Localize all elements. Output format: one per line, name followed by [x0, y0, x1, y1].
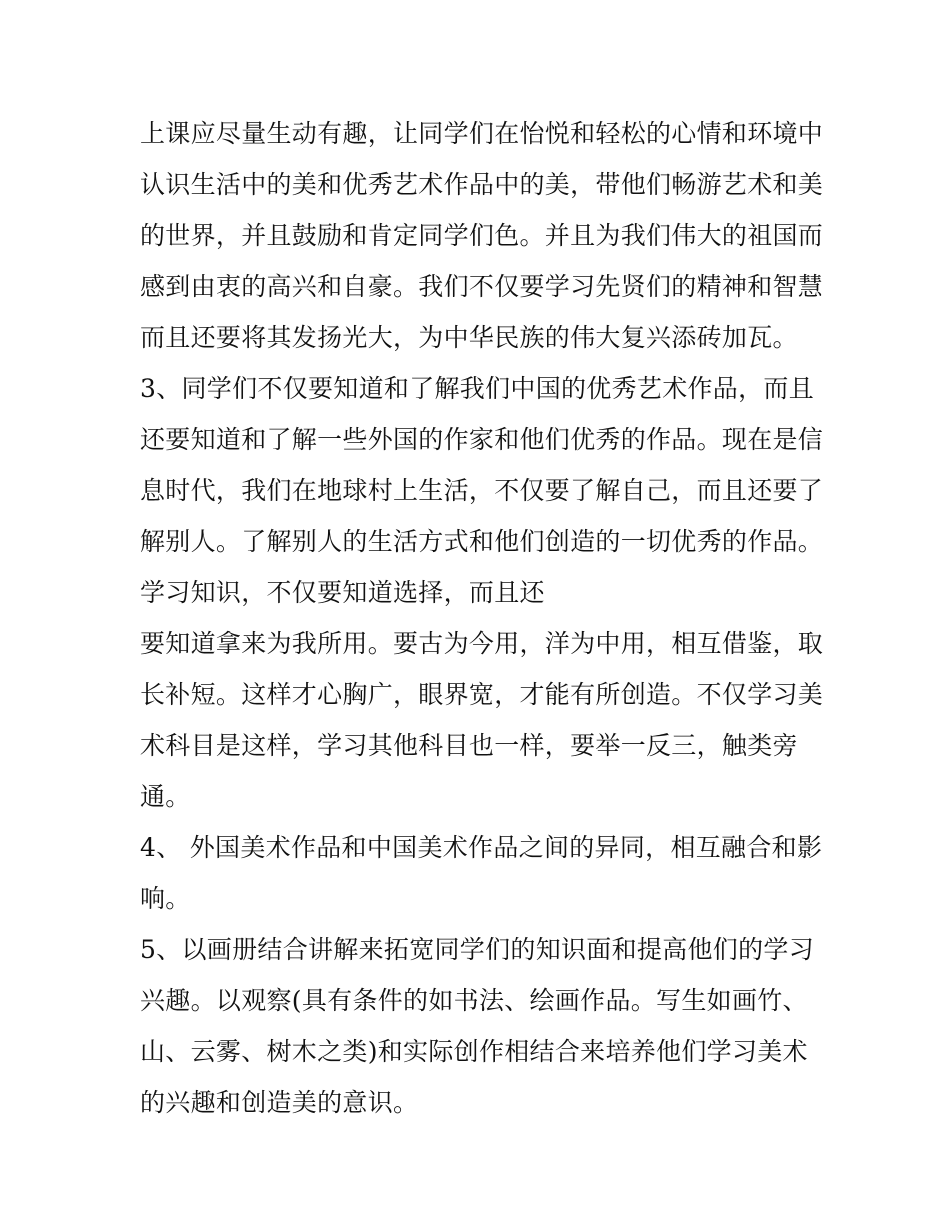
text-line: 山、云雾、树木之类)和实际创作相结合来培养他们学习美术 [140, 1037, 808, 1066]
text-line: 解别人。了解别人的生活方式和他们创造的一切优秀的作品。 [140, 527, 824, 556]
text-line: 感到由衷的高兴和自豪。我们不仅要学习先贤们的精神和智慧 [140, 272, 824, 301]
text-line: 4、 外国美术作品和中国美术作品之间的异同，相互融合和影 [140, 833, 823, 862]
text-line: 5、以画册结合讲解来拓宽同学们的知识面和提高他们的学习 [140, 935, 815, 964]
text-line: 长补短。这样才心胸广，眼界宽，才能有所创造。不仅学习美 [140, 680, 824, 709]
text-line: 的世界，并且鼓励和肯定同学们色。并且为我们伟大的祖国而 [140, 221, 824, 250]
text-line: 学习知识，不仅要知道选择，而且还 [140, 578, 545, 607]
text-line: 而且还要将其发扬光大，为中华民族的伟大复兴添砖加瓦。 [140, 323, 798, 352]
text-line: 上课应尽量生动有趣，让同学们在怡悦和轻松的心情和环境中 [140, 119, 824, 148]
text-line: 要知道拿来为我所用。要古为今用，洋为中用，相互借鉴，取 [140, 629, 824, 658]
text-line: 息时代，我们在地球村上生活，不仅要了解自己，而且还要了 [140, 476, 824, 505]
text-line: 响。 [140, 884, 191, 913]
text-line: 3、同学们不仅要知道和了解我们中国的优秀艺术作品，而且 [140, 374, 815, 403]
text-line: 术科目是这样，学习其他科目也一样，要举一反三，触类旁 [140, 731, 798, 760]
document-body [140, 108, 824, 1128]
text-line: 认识生活中的美和优秀艺术作品中的美，带他们畅游艺术和美 [140, 170, 824, 199]
text-line: 通。 [140, 782, 191, 811]
text-line: 兴趣。以观察(具有条件的如书法、绘画作品。写生如画竹、 [140, 986, 808, 1015]
text-line: 还要知道和了解一些外国的作家和他们优秀的作品。现在是信 [140, 425, 824, 454]
text-line: 的兴趣和创造美的意识。 [140, 1088, 419, 1117]
